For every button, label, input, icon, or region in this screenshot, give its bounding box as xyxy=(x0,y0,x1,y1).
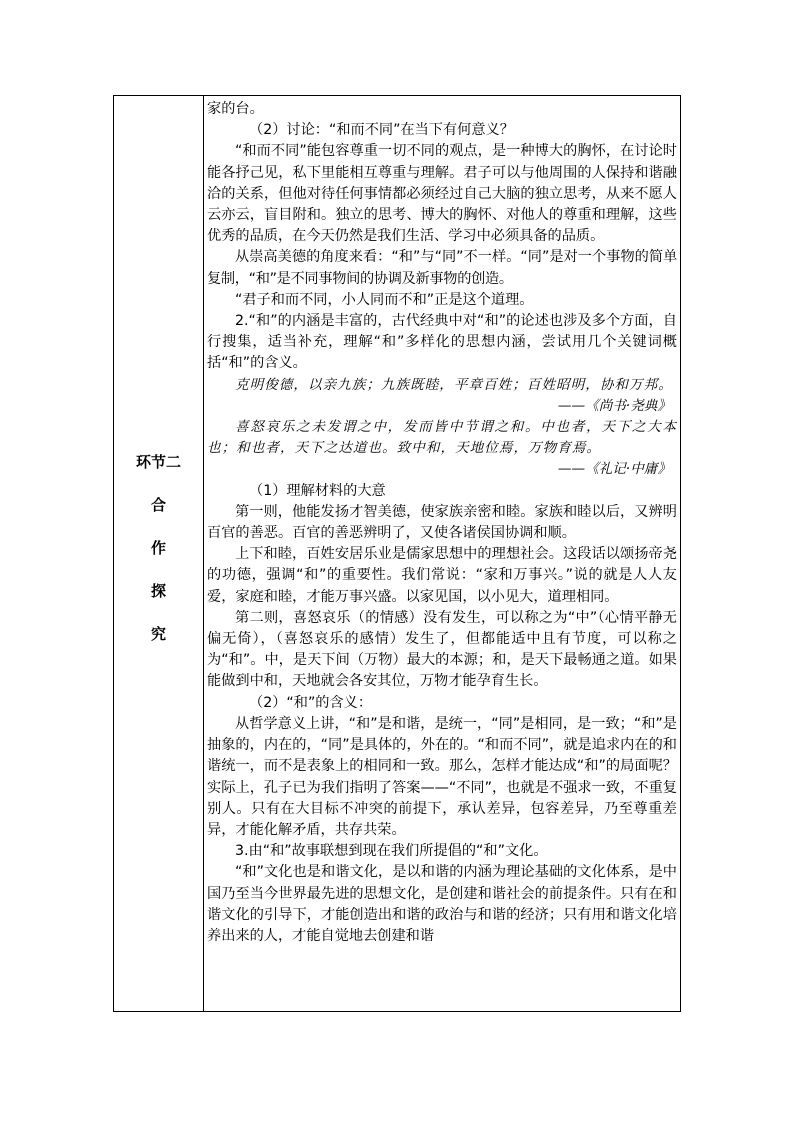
source-citation: ——《礼记·中庸》 xyxy=(557,461,671,478)
paragraph: 从崇高美德的角度来看：“和”与“同”不一样。“同”是对一个事物的简单复制，“和”是不同事物间的协调及新事物的创造。 xyxy=(207,249,677,287)
stage-char-2: 作 xyxy=(150,539,166,557)
stage-char-1: 合 xyxy=(150,496,166,514)
paragraph: “和而不同”能包容尊重一切不同的观点，是一种博大的胸怀，在讨论时能各抒己见，私下里能相互尊重与理解。君子可以与他周围的人保持和谐融洽的关系，但他对待任何事情都必须经过自己大脑的独立思考，从来不愿人云亦云，盲目附和。独立的思考、博大的胸怀、对他人的尊重和理解，这些优秀的品质，在今天仍然是我们生活、学习中必须具备的品质。 xyxy=(207,143,677,245)
classical-quote: 喜怒哀乐之未发谓之中，发而皆中节谓之和。中也者，天下之大本也；和也者，天下之达道也。致中和，天地位焉，万物育焉。 xyxy=(207,419,677,457)
paragraph: “君子和而不同，小人同而不和”正是这个道理。 xyxy=(235,291,534,308)
paragraph: 家的台。 xyxy=(207,101,264,117)
stage-title: 环节二 xyxy=(135,453,181,471)
classical-quote: 克明俊德，以亲九族；九族既睦，平章百姓；百姓昭明，协和万邦。 xyxy=(235,376,673,393)
stage-char-4: 究 xyxy=(150,625,166,643)
paragraph: 上下和睦，百姓安居乐业是儒家思想中的理想社会。这段话以颂扬帝尧的功德，强调“和”的重要性。我们常说：“家和万事兴。”说的就是人人友爱，家庭和睦，才能万事兴盛。以家见国，以小见大，道理相同。 xyxy=(207,546,677,605)
paragraph: 第二则，喜怒哀乐（的情感）没有发生，可以称之为“中”（心情平静无偏无倚），（喜怒哀乐的感情）发生了，但都能适中且有节度，可以称之为“和”。中，是天下间（万物）最大的本源；和，是天下最畅通之道。如果能做到中和，天地就会各安其位，万物才能孕育生长。 xyxy=(207,609,677,690)
paragraph: “和”文化也是和谐文化，是以和谐的内涵为理论基础的文化体系，是中国乃至当今世界最先进的思想文化，是创建和谐社会的前提条件。只有在和谐文化的引导下，才能创造出和谐的政治与和谐的经济；只有用和谐文化培养出来的人，才能自觉地去创建和谐 xyxy=(207,864,677,944)
stage-char-3: 探 xyxy=(150,582,166,600)
paragraph: 3.由“和”故事联想到现在我们所提倡的“和”文化。 xyxy=(235,843,548,860)
column-divider xyxy=(203,95,204,1012)
paragraph: （2）讨论：“和而不同”在当下有何意义？ xyxy=(249,122,514,139)
paragraph: （2）“和”的含义： xyxy=(249,694,373,711)
paragraph: （1）理解材料的大意 xyxy=(249,482,386,499)
paragraph: 从哲学意义上讲，“和”是和谐，是统一，“同”是相同，是一致；“和”是抽象的，内在的，“同”是具体的，外在的。“和而不同”，就是追求内在的和谐统一，而不是表象上的相同和一致。那么，怎样才能达成“和”的局面呢？实际上，孔子已为我们指明了答案——“不同”，也就是不强求一致，不重复别人。只有在大目标不冲突的前提下，承认差异，包容差异，乃至尊重差异，才能化解矛盾，共存共荣。 xyxy=(207,715,677,838)
stage-column xyxy=(114,96,203,1011)
paragraph: 第一则，他能发扬才智美德，使家族亲密和睦。家族和睦以后，又辨明百官的善恶。百官的善恶辨明了，又使各诸侯国协调和顺。 xyxy=(207,503,677,542)
paragraph: 2.“和”的内涵是丰富的，古代经典中对“和”的论述也涉及多个方面，自行搜集，适当补充，理解“和”多样化的思想内涵，尝试用几个关键词概括“和”的含义。 xyxy=(207,313,677,372)
source-citation: ——《尚书·尧典》 xyxy=(557,397,671,414)
lesson-content xyxy=(207,99,677,947)
